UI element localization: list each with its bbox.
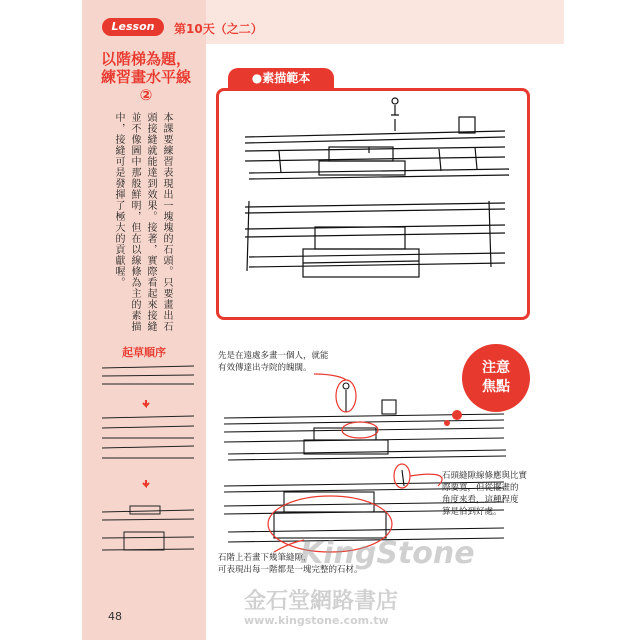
note-stone-gap: 石頭縫隙線條應與比實 際要寬，但從擺畫的 角度來看，這種程度 算是恰到好處。 bbox=[442, 471, 528, 517]
step-2 bbox=[102, 416, 194, 458]
title-line-3: ② bbox=[139, 86, 153, 104]
draft-order-label: 起草順序 bbox=[122, 346, 166, 359]
step-3 bbox=[102, 506, 194, 550]
step-1 bbox=[102, 366, 194, 384]
arrow-2 bbox=[143, 480, 149, 486]
title-line-2: 練習畫水平線 bbox=[100, 68, 191, 86]
lesson-day-label: 第10天（之二） bbox=[174, 22, 263, 36]
watermark-store: 金石堂網路書店 bbox=[244, 588, 399, 614]
lesson-badge: Lesson bbox=[102, 18, 164, 36]
title-line-1: 以階梯為題， bbox=[100, 50, 191, 68]
draft-order-steps bbox=[96, 362, 200, 562]
note-person: 先是在遠處多畫一個人，就能 有效傳達出寺院的魄闊。 bbox=[218, 351, 329, 373]
focus-badge-line-1: 注意 bbox=[482, 360, 510, 376]
watermark-brand: KingStone bbox=[300, 536, 475, 571]
watermark-url: www.kingstone.com.tw bbox=[244, 614, 389, 627]
arrow-1 bbox=[143, 400, 149, 406]
body-text: 本課要練習表現出一塊塊的石頭。只要畫出石頭接縫就能達到效果。接著，實際看起來接縫並不像圖中那般鮮明，但在以線條為主的素描中，接縫可是發揮了極大的貢獻喔。 bbox=[113, 112, 172, 332]
page-title bbox=[86, 50, 206, 104]
stairs-sketch bbox=[219, 91, 527, 317]
focus-badge-line-2: 焦點 bbox=[482, 379, 510, 395]
thought-dot-small bbox=[444, 420, 450, 426]
page-number: 48 bbox=[108, 610, 122, 623]
sketch-example-frame bbox=[216, 88, 530, 320]
note-bottom: 石階上若畫下幾筆縫隙， 可表現出每一階都是一塊完整的石材。 bbox=[218, 553, 363, 575]
sketch-tab: ●素描範本 bbox=[228, 68, 334, 88]
focus-badge bbox=[462, 344, 530, 412]
thought-dot-large bbox=[452, 410, 462, 420]
